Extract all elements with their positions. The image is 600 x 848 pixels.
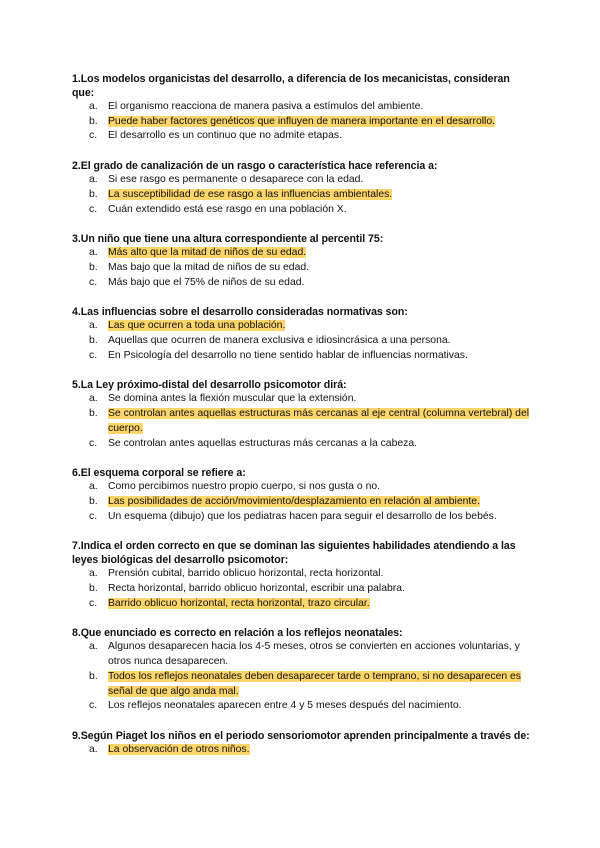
question-title: 3.Un niño que tiene una altura correspondiente al percentil 75: bbox=[72, 233, 384, 246]
answer-option-highlighted bbox=[72, 407, 532, 436]
option-letter: b. bbox=[89, 495, 98, 507]
answer-option bbox=[72, 480, 532, 495]
answer-option-highlighted bbox=[72, 495, 532, 510]
answer-options-list bbox=[72, 100, 532, 144]
quiz-content bbox=[72, 72, 532, 773]
option-text: Se domina antes la flexión muscular que la extensión. bbox=[108, 393, 357, 405]
option-letter: a. bbox=[89, 481, 98, 493]
option-text: Más bajo que el 75% de niños de su edad. bbox=[108, 276, 305, 288]
answer-option bbox=[72, 129, 532, 144]
option-text: Cuán extendido está ese rasgo en una población X. bbox=[108, 203, 347, 215]
answer-option bbox=[72, 640, 532, 669]
option-text: Los reflejos neonatales aparecen entre 4 y 5 meses después del nacimiento. bbox=[108, 700, 462, 712]
question-block bbox=[72, 466, 532, 524]
option-text: El desarrollo es un continuo que no admite etapas. bbox=[108, 130, 342, 142]
question-block bbox=[72, 729, 532, 758]
answer-option bbox=[72, 699, 532, 714]
option-letter: c. bbox=[89, 597, 98, 609]
question-title: 6.El esquema corporal se refiere a: bbox=[72, 467, 246, 480]
option-text: Si ese rasgo es permanente o desaparece con la edad. bbox=[108, 174, 364, 186]
option-text: Barrido oblicuo horizontal, recta horizontal, trazo circular. bbox=[108, 597, 370, 609]
answer-options-list bbox=[72, 392, 532, 451]
option-letter: b. bbox=[89, 261, 98, 273]
answer-option bbox=[72, 437, 532, 452]
option-letter: c. bbox=[89, 203, 98, 215]
option-letter: b. bbox=[89, 335, 98, 347]
option-letter: a. bbox=[89, 174, 98, 186]
option-text: Se controlan antes aquellas estructuras más cercanas a la cabeza. bbox=[108, 437, 418, 449]
answer-option bbox=[72, 334, 532, 349]
option-text: Prensión cubital, barrido oblicuo horizontal, recta horizontal. bbox=[108, 568, 384, 580]
answer-option bbox=[72, 510, 532, 525]
answer-option-highlighted bbox=[72, 246, 532, 261]
question-title: 4.Las influencias sobre el desarrollo consideradas normativas son: bbox=[72, 306, 408, 319]
answer-option-highlighted bbox=[72, 188, 532, 203]
option-text: Las posibilidades de acción/movimiento/desplazamiento en relación al ambiente. bbox=[108, 495, 480, 507]
answer-option-highlighted bbox=[72, 319, 532, 334]
option-letter: c. bbox=[89, 276, 98, 288]
option-text: La susceptibilidad de ese rasgo a las influencias ambientales. bbox=[108, 188, 393, 200]
option-text: Más alto que la mitad de niños de su edad. bbox=[108, 247, 307, 259]
option-text: Aquellas que ocurren de manera exclusiva e idiosincrásica a una persona. bbox=[108, 335, 451, 347]
question-block bbox=[72, 626, 532, 714]
option-letter: c. bbox=[89, 349, 98, 361]
option-text: La observación de otros niños. bbox=[108, 743, 250, 755]
answer-option bbox=[72, 582, 532, 597]
option-text: Como percibimos nuestro propio cuerpo, si nos gusta o no. bbox=[108, 481, 381, 493]
question-block bbox=[72, 305, 532, 363]
option-text: Recta horizontal, barrido oblicuo horizontal, escribir una palabra. bbox=[108, 583, 405, 595]
option-letter: a. bbox=[89, 247, 98, 259]
question-title: 2.El grado de canalización de un rasgo o característica hace referencia a: bbox=[72, 160, 438, 173]
question-block bbox=[72, 232, 532, 290]
question-block bbox=[72, 539, 532, 611]
option-text: Se controlan antes aquellas estructuras más cercanas al eje central (columna vertebral) del cuerpo. bbox=[108, 408, 530, 434]
answer-options-list bbox=[72, 640, 532, 714]
question-title: 1.Los modelos organicistas del desarrollo, a diferencia de los mecanicistas, consideran que: bbox=[72, 73, 510, 99]
option-letter: b. bbox=[89, 408, 98, 420]
answer-options-list bbox=[72, 173, 532, 217]
option-letter: b. bbox=[89, 670, 98, 682]
answer-option bbox=[72, 261, 532, 276]
question-title: 5.La Ley próximo-distal del desarrollo psicomotor dirá: bbox=[72, 379, 347, 392]
option-text: En Psicología del desarrollo no tiene sentido hablar de influencias normativas. bbox=[108, 349, 468, 361]
option-letter: a. bbox=[89, 743, 98, 755]
answer-option bbox=[72, 173, 532, 188]
answer-option-highlighted bbox=[72, 597, 532, 612]
option-letter: a. bbox=[89, 641, 98, 653]
option-text: Un esquema (dibujo) que los pediatras hacen para seguir el desarrollo de los bebés. bbox=[108, 510, 497, 522]
answer-option bbox=[72, 392, 532, 407]
option-letter: a. bbox=[89, 393, 98, 405]
answer-option-highlighted bbox=[72, 670, 532, 699]
answer-option-highlighted bbox=[72, 115, 532, 130]
option-letter: a. bbox=[89, 568, 98, 580]
question-title: 9.Según Piaget los niños en el periodo sensoriomotor aprenden principalmente a través de: bbox=[72, 729, 530, 742]
option-letter: c. bbox=[89, 130, 98, 142]
option-text: Algunos desaparecen hacia los 4-5 meses, otros se convierten en acciones voluntarias, y otros nunca desaparecen. bbox=[108, 641, 520, 668]
question-title: 8.Que enunciado es correcto en relación a los reflejos neonatales: bbox=[72, 627, 403, 640]
answer-option bbox=[72, 567, 532, 582]
answer-options-list bbox=[72, 246, 532, 290]
option-text: Puede haber factores genéticos que influyen de manera importante en el desarrollo. bbox=[108, 115, 496, 127]
option-letter: a. bbox=[89, 320, 98, 332]
question-block bbox=[72, 378, 532, 451]
answer-option bbox=[72, 100, 532, 115]
answer-option bbox=[72, 349, 532, 364]
option-text: Las que ocurren a toda una población. bbox=[108, 320, 286, 332]
option-letter: c. bbox=[89, 510, 98, 522]
question-block bbox=[72, 72, 532, 144]
answer-options-list bbox=[72, 480, 532, 524]
option-letter: b. bbox=[89, 115, 98, 127]
question-block bbox=[72, 159, 532, 217]
option-letter: c. bbox=[89, 700, 98, 712]
option-letter: b. bbox=[89, 188, 98, 200]
answer-option-highlighted bbox=[72, 743, 532, 758]
option-letter: c. bbox=[89, 437, 98, 449]
answer-options-list bbox=[72, 567, 532, 611]
answer-options-list bbox=[72, 319, 532, 363]
option-text: El organismo reacciona de manera pasiva a estímulos del ambiente. bbox=[108, 101, 424, 112]
option-text: Mas bajo que la mitad de niños de su edad. bbox=[108, 261, 310, 273]
answer-option bbox=[72, 203, 532, 218]
answer-option bbox=[72, 276, 532, 291]
option-text: Todos los reflejos neonatales deben desaparecer tarde o temprano, si no desaparecen es señal de que algo anda mal. bbox=[108, 670, 522, 697]
option-letter: b. bbox=[89, 583, 98, 595]
answer-options-list bbox=[72, 743, 532, 758]
question-title: 7.Indica el orden correcto en que se dominan las siguientes habilidades atendiendo a las leyes biológicas del desarrollo psicomotor: bbox=[72, 540, 516, 567]
option-letter: a. bbox=[89, 101, 98, 112]
